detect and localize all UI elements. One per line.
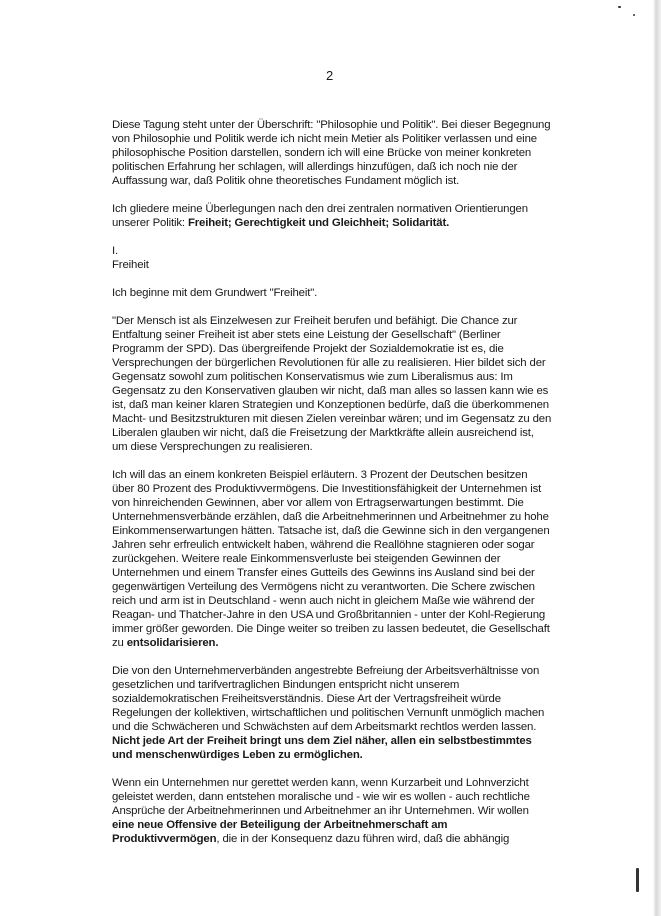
example-bold: entsolidarisieren. bbox=[126, 637, 219, 649]
paragraph-employers bbox=[112, 664, 552, 762]
outline-text: Ich gliedere meine Überlegungen nach den drei zentralen normativen Orientierungen unserer Politik: bbox=[112, 203, 528, 229]
paragraph-outline bbox=[112, 202, 552, 230]
section-number: I. bbox=[112, 245, 119, 257]
paragraph-intro: Diese Tagung steht unter der Überschrift: "Philosophie und Politik". Bei dieser Begegnung von Philosophie und Politik werde ich nicht mein Metier als Politiker verlassen und eine philosophische Position darstellen, sondern ich will eine Brücke von meiner konkreten politischen Erfahrung her schlagen, will allerdings hinzufügen, daß ich noch nie der Auffassung war, daß Politik ohne theoretisches Fundament möglich ist. bbox=[112, 119, 551, 187]
participation-end: , die in der Konsequenz dazu führen wird, daß die abhängig bbox=[216, 833, 510, 845]
scan-artifact bbox=[633, 14, 635, 16]
example-text: Ich will das an einem konkreten Beispiel erläutern. 3 Prozent der Deutschen besitzen über 80 Prozent des Produktivvermögens. Die Investitionsfähigkeit der Unternehmen ist von hinreichenden Gewinnen, aber vor allem von Ertragserwartungen bestimmt. Die Unternehmensverbände erzählen, daß die Arbeitnehmerinnen und Arbeitnehmer zu hohe Einkommenserwartungen hätten. Tatsache ist, daß die Gewinne sich in den vergangenen Jahren sehr erfreulich entwickelt haben, während die Reallöhne stagnieren oder sogar zurückgehen. Weitere reale Einkommensverluste bei steigenden Gewinnen der Unternehmen und einem Transfer eines Gutteils des Gewinns ins Ausland sind bei der gegenwärtigen Verteilung des Vermögens nicht zu verantworten. Die Schere zwischen reich und arm ist in Deutschland - wenn auch nicht in gleichem Maße wie während der Reagan- und Thatcher-Jahre in den USA und Großbritannien - unter der Kohl-Regierung immer größer geworden. Die Dinge weiter so treiben zu lassen bedeutet, die Gesellschaft zu bbox=[112, 469, 550, 649]
participation-text: Wenn ein Unternehmen nur gerettet werden kann, wenn Kurzarbeit und Lohnverzicht geleistet werden, dann entstehen moralische und - wie wir es wollen - auch rechtliche Ansprüche der Arbeitnehmerinnen und Arbeitnehmer an ihr Unternehmen. Wir wollen bbox=[112, 777, 530, 817]
paragraph-spd-quote: "Der Mensch ist als Einzelwesen zur Freiheit berufen und befähigt. Die Chance zur Entfaltung seiner Freiheit ist aber stets eine Leistung der Gesellschaft" (Berliner Programm der SPD). Das übergreifende Projekt der Sozialdemokratie ist es, die Versprechungen der bürgerlichen Revolutionen für alle zu realisieren. Hier bildet sich der Gegensatz sowohl zum politischen Konservatismus wie zum Liberalismus aus: Im Gegensatz zu den Konservativen glauben wir nicht, daß man alles so lassen kann wie es ist, daß man keiner klaren Strategien und Konzeptionen bedürfe, daß die überkommenen Macht- und Besitzstrukturen mit diesen Zielen vereinbar wären; und im Gegensatz zu den Liberalen glauben wir nicht, daß die Freisetzung der Marktkräfte allein ausreichend ist, um diese Versprechungen zu realisieren. bbox=[112, 315, 552, 453]
paragraph-participation bbox=[112, 776, 552, 846]
section-title: Freiheit bbox=[112, 259, 149, 271]
core-values: Freiheit; Gerechtigkeit und Gleichheit; Solidarität. bbox=[187, 217, 450, 229]
paragraph-example bbox=[112, 468, 552, 650]
scan-edge-shadow bbox=[653, 0, 661, 916]
employers-text: Die von den Unternehmerverbänden angestrebte Befreiung der Arbeitsverhältnisse von gesetzlichen und tarifvertraglichen Bindungen entspricht nicht unserem sozialdemokratischen Freiheitsverständnis. Diese Art der Vertragsfreiheit würde Regelungen der kollektiven, wirtschaftlichen und politischen Vernunft unmöglich machen und die Schwächeren und Schwächsten auf dem Arbeitsmarkt rechtlos werden lassen. bbox=[112, 665, 545, 733]
scan-artifact bbox=[618, 6, 621, 8]
scan-artifact bbox=[636, 868, 639, 892]
page-number: 2 bbox=[326, 68, 334, 83]
paragraph-freedom-start: Ich beginne mit dem Grundwert "Freiheit". bbox=[112, 287, 318, 299]
document-body bbox=[112, 118, 552, 860]
employers-bold: Nicht jede Art der Freiheit bringt uns dem Ziel näher, allen ein selbstbestimmtes und menschenwürdiges Leben zu ermöglichen. bbox=[112, 735, 532, 761]
participation-bold: eine neue Offensive der Beteiligung der Arbeitnehmerschaft am Produktivvermögen bbox=[112, 819, 448, 845]
